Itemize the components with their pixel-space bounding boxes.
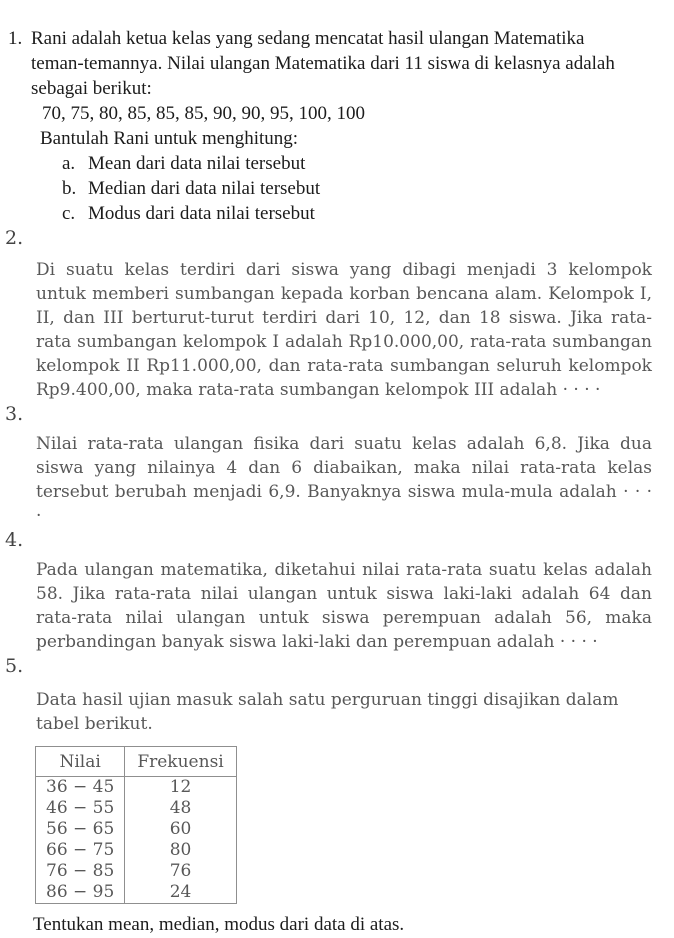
- item-a-label: a.: [62, 153, 76, 174]
- question-4: [0, 528, 674, 654]
- table-row: [36, 819, 237, 840]
- frekuensi-cell: 48: [169, 798, 192, 818]
- nilai-range-cell: 76 − 85: [36, 861, 125, 882]
- item-c-label: c.: [62, 203, 76, 224]
- table-header-row: [36, 747, 237, 777]
- table-row: [36, 861, 237, 882]
- question-5-closing-instruction: Tentukan mean, median, modus dari data di atas.: [33, 914, 405, 935]
- item-b-text: Median dari data nilai tersebut: [88, 178, 321, 199]
- question-3-number: 3.: [5, 403, 24, 425]
- question-2-number: 2.: [5, 227, 24, 249]
- question-5: [0, 654, 674, 938]
- question-2-text: Di suatu kelas terdiri dari siswa yang dibagi menjadi 3 kelompok untuk memberi sumbangan kepada korban bencana alam. Kelompok I, II, dan III berturut-turut terdiri dari 10, 12, dan 18 siswa. Jika rata-rata sumbangan kelompok I adalah Rp10.000,00, rata-rata sumbangan kelompok II Rp11.000,00, dan rata-rata sumbangan seluruh kelompok Rp9.400,00, maka rata-rata sumbangan kelompok III adalah · · · ·: [36, 260, 652, 400]
- question-1-score-list: 70, 75, 80, 85, 85, 85, 90, 90, 95, 100, 100: [42, 103, 365, 124]
- question-3: [0, 402, 674, 528]
- nilai-range-cell: 86 − 95: [36, 882, 125, 904]
- table-header-frekuensi: Frekuensi: [125, 747, 236, 777]
- item-a-text: Mean dari data nilai tersebut: [88, 153, 306, 174]
- frekuensi-cell: 12: [169, 777, 192, 797]
- item-c-text: Modus dari data nilai tersebut: [88, 203, 315, 224]
- frekuensi-cell: 60: [169, 819, 192, 839]
- question-1-number: 1.: [8, 28, 23, 49]
- question-2: [0, 226, 674, 402]
- frekuensi-cell: 80: [169, 840, 192, 860]
- nilai-range-cell: 46 − 55: [36, 798, 125, 819]
- nilai-range-cell: 66 − 75: [36, 840, 125, 861]
- table-row: [36, 777, 237, 799]
- question-1: [0, 26, 674, 226]
- nilai-range-cell: 56 − 65: [36, 819, 125, 840]
- frekuensi-cell: 24: [169, 882, 192, 902]
- question-5-number: 5.: [5, 655, 24, 677]
- nilai-range-cell: 36 − 45: [36, 777, 125, 799]
- question-4-number: 4.: [5, 529, 24, 551]
- question-1-item-c: [62, 201, 674, 226]
- frequency-table: [35, 746, 237, 904]
- table-row: [36, 882, 237, 904]
- question-3-text: Nilai rata-rata ulangan fisika dari suatu kelas adalah 6,8. Jika dua siswa yang nilainya 4 dan 6 diabaikan, maka nilai rata-rata kelas tersebut berubah menjadi 6,9. Banyaknya siswa mula-mula adalah · · · ·: [36, 434, 652, 526]
- frekuensi-cell: 76: [169, 861, 192, 881]
- question-4-text: Pada ulangan matematika, diketahui nilai rata-rata suatu kelas adalah 58. Jika rata-rata nilai ulangan untuk siswa laki-laki adalah 64 dan rata-rata nilai ulangan untuk siswa perempuan adalah 56, maka perbandingan banyak siswa laki-laki dan perempuan adalah · · · ·: [36, 560, 652, 652]
- table-header-nilai: Nilai: [36, 747, 125, 777]
- question-1-item-b: [62, 176, 674, 201]
- table-row: [36, 840, 237, 861]
- table-row: [36, 798, 237, 819]
- question-1-text: Rani adalah ketua kelas yang sedang mencatat hasil ulangan Matematika teman-temannya. Nilai ulangan Matematika dari 11 siswa di kelasnya adalah sebagai berikut:: [31, 28, 615, 99]
- question-1-item-a: [62, 151, 674, 176]
- question-5-intro: Data hasil ujian masuk salah satu perguruan tinggi disajikan dalam tabel berikut.: [36, 690, 619, 734]
- question-1-intro: Bantulah Rani untuk menghitung:: [40, 128, 299, 149]
- item-b-label: b.: [62, 178, 77, 199]
